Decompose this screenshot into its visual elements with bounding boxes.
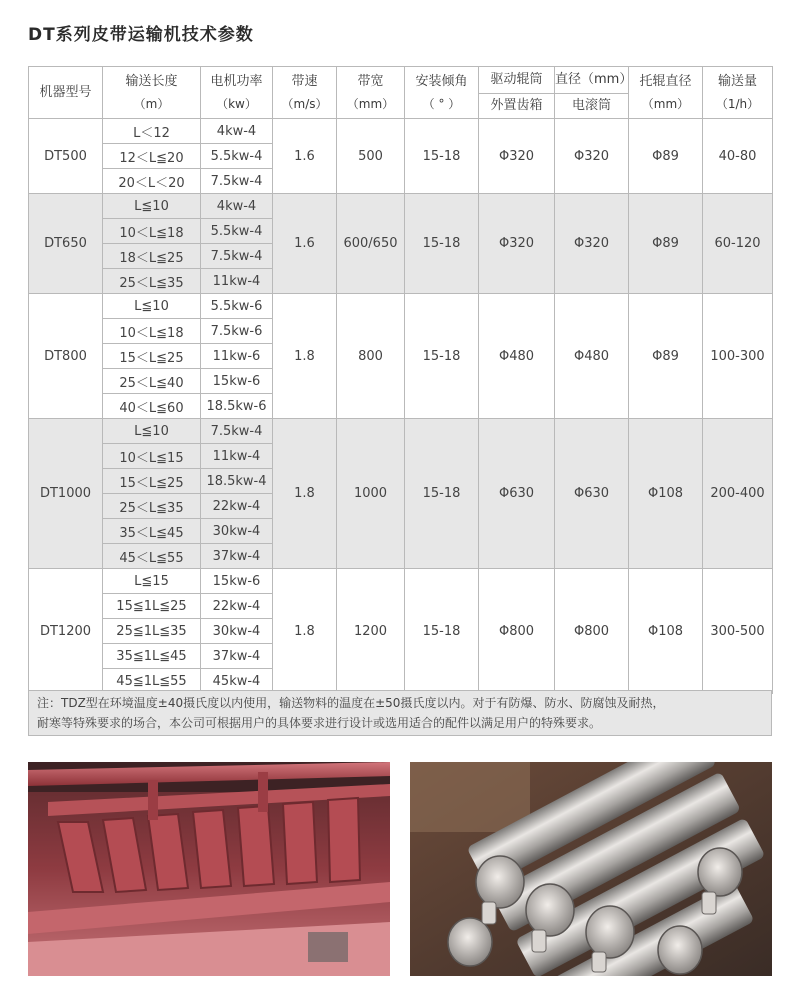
length-cell: 25＜L≦35 bbox=[103, 494, 201, 519]
power-cell: 4kw-4 bbox=[201, 194, 273, 219]
header-angle bbox=[405, 67, 479, 119]
electric-cell: Φ320 bbox=[555, 119, 629, 194]
power-cell: 4kw-4 bbox=[201, 119, 273, 144]
length-cell: 25≦1L≦35 bbox=[103, 619, 201, 644]
length-cell: L≦10 bbox=[103, 419, 201, 444]
angle-cell: 15-18 bbox=[405, 119, 479, 194]
group-dt1000 bbox=[29, 419, 773, 569]
angle-cell: 15-18 bbox=[405, 294, 479, 419]
width-cell: 500 bbox=[337, 119, 405, 194]
length-cell: 25＜L≦35 bbox=[103, 269, 201, 294]
length-cell: 40＜L≦60 bbox=[103, 394, 201, 419]
drive-cell: Φ630 bbox=[479, 419, 555, 569]
length-cell: L≦15 bbox=[103, 569, 201, 594]
header-width-label: 带宽 bbox=[357, 73, 384, 89]
length-cell: L≦10 bbox=[103, 194, 201, 219]
table-row bbox=[29, 419, 773, 444]
power-cell: 18.5kw-6 bbox=[201, 394, 273, 419]
drive-cell: Φ480 bbox=[479, 294, 555, 419]
header-drive-sub: 外置齿箱 bbox=[479, 94, 555, 119]
header-length-unit: （m） bbox=[133, 96, 170, 111]
spec-table bbox=[28, 66, 773, 694]
group-dt500 bbox=[29, 119, 773, 194]
model-cell: DT500 bbox=[29, 119, 103, 194]
header-model: 机器型号 bbox=[29, 67, 103, 119]
header-length-label: 输送长度 bbox=[125, 73, 178, 89]
capacity-cell: 60-120 bbox=[703, 194, 773, 294]
footnote-line-2: 耐寒等特殊要求的场合，本公司可根据用户的具体要求进行设计或选用适合的配件以满足用户的特殊要求。 bbox=[37, 716, 602, 730]
power-cell: 11kw-4 bbox=[201, 444, 273, 469]
header-length bbox=[103, 67, 201, 119]
drive-cell: Φ800 bbox=[479, 569, 555, 694]
idler-cell: Φ108 bbox=[629, 419, 703, 569]
model-cell: DT1200 bbox=[29, 569, 103, 694]
length-cell: 45≦1L≦55 bbox=[103, 669, 201, 694]
capacity-cell: 300-500 bbox=[703, 569, 773, 694]
header-power-unit: （kw） bbox=[216, 96, 257, 111]
angle-cell: 15-18 bbox=[405, 569, 479, 694]
power-cell: 5.5kw-6 bbox=[201, 294, 273, 319]
width-cell: 1000 bbox=[337, 419, 405, 569]
angle-cell: 15-18 bbox=[405, 194, 479, 294]
header-speed-label: 带速 bbox=[291, 73, 318, 89]
power-cell: 7.5kw-6 bbox=[201, 319, 273, 344]
width-cell: 1200 bbox=[337, 569, 405, 694]
drive-cell: Φ320 bbox=[479, 119, 555, 194]
electric-cell: Φ800 bbox=[555, 569, 629, 694]
power-cell: 11kw-4 bbox=[201, 269, 273, 294]
header-capacity-label: 输送量 bbox=[717, 73, 757, 89]
length-cell: 35＜L≦45 bbox=[103, 519, 201, 544]
length-cell: 35≦1L≦45 bbox=[103, 644, 201, 669]
power-cell: 37kw-4 bbox=[201, 644, 273, 669]
length-cell: 10＜L≦15 bbox=[103, 444, 201, 469]
speed-cell: 1.8 bbox=[273, 294, 337, 419]
power-cell: 37kw-4 bbox=[201, 544, 273, 569]
drive-cell: Φ320 bbox=[479, 194, 555, 294]
power-cell: 7.5kw-4 bbox=[201, 244, 273, 269]
conveyor-frame-illustration bbox=[28, 762, 390, 976]
header-idler bbox=[629, 67, 703, 119]
length-cell: 10＜L≦18 bbox=[103, 219, 201, 244]
idler-cell: Φ89 bbox=[629, 294, 703, 419]
group-dt800 bbox=[29, 294, 773, 419]
speed-cell: 1.6 bbox=[273, 119, 337, 194]
power-cell: 22kw-4 bbox=[201, 494, 273, 519]
table-row bbox=[29, 569, 773, 594]
header-power-label: 电机功率 bbox=[210, 73, 263, 89]
group-dt1200 bbox=[29, 569, 773, 694]
idler-cell: Φ108 bbox=[629, 569, 703, 694]
idler-cell: Φ89 bbox=[629, 194, 703, 294]
power-cell: 5.5kw-4 bbox=[201, 219, 273, 244]
idler-cell: Φ89 bbox=[629, 119, 703, 194]
roller-illustration bbox=[410, 762, 772, 976]
group-dt650 bbox=[29, 194, 773, 294]
length-cell: 15＜L≦25 bbox=[103, 344, 201, 369]
header-speed-unit: （m/s） bbox=[281, 96, 328, 111]
length-cell: 20＜L＜20 bbox=[103, 169, 201, 194]
header-width-unit: （mm） bbox=[346, 96, 395, 111]
length-cell: 15＜L≦25 bbox=[103, 469, 201, 494]
table-row bbox=[29, 294, 773, 319]
power-cell: 22kw-4 bbox=[201, 594, 273, 619]
footnote bbox=[28, 690, 772, 736]
header-idler-label: 托辊直径 bbox=[639, 73, 692, 89]
header-capacity bbox=[703, 67, 773, 119]
header-speed bbox=[273, 67, 337, 119]
electric-cell: Φ630 bbox=[555, 419, 629, 569]
header-angle-unit: （ ° ） bbox=[422, 96, 461, 111]
power-cell: 18.5kw-4 bbox=[201, 469, 273, 494]
header-drive: 驱动辊筒 bbox=[479, 67, 555, 94]
power-cell: 30kw-4 bbox=[201, 519, 273, 544]
header-diameter: 直径（mm） bbox=[555, 67, 629, 94]
speed-cell: 1.6 bbox=[273, 194, 337, 294]
speed-cell: 1.8 bbox=[273, 419, 337, 569]
power-cell: 11kw-6 bbox=[201, 344, 273, 369]
length-cell: L≦10 bbox=[103, 294, 201, 319]
header-width bbox=[337, 67, 405, 119]
electric-cell: Φ480 bbox=[555, 294, 629, 419]
power-cell: 5.5kw-4 bbox=[201, 144, 273, 169]
power-cell: 7.5kw-4 bbox=[201, 169, 273, 194]
length-cell: L＜12 bbox=[103, 119, 201, 144]
header-diameter-sub: 电滚筒 bbox=[555, 94, 629, 119]
speed-cell: 1.8 bbox=[273, 569, 337, 694]
header-power bbox=[201, 67, 273, 119]
model-cell: DT800 bbox=[29, 294, 103, 419]
roller-photo bbox=[410, 762, 772, 976]
table-row bbox=[29, 119, 773, 144]
length-cell: 10＜L≦18 bbox=[103, 319, 201, 344]
conveyor-frame-photo bbox=[28, 762, 390, 976]
header-angle-label: 安装倾角 bbox=[415, 73, 468, 89]
width-cell: 800 bbox=[337, 294, 405, 419]
header-capacity-unit: （1/h） bbox=[715, 96, 760, 111]
capacity-cell: 40-80 bbox=[703, 119, 773, 194]
capacity-cell: 100-300 bbox=[703, 294, 773, 419]
footnote-line-1: 注：TDZ型在环境温度±40摄氏度以内使用，输送物料的温度在±50摄氏度以内。对于有防爆、防水、防腐蚀及耐热， bbox=[37, 696, 665, 710]
power-cell: 45kw-4 bbox=[201, 669, 273, 694]
length-cell: 15≦1L≦25 bbox=[103, 594, 201, 619]
model-cell: DT1000 bbox=[29, 419, 103, 569]
table-row bbox=[29, 194, 773, 219]
length-cell: 12＜L≦20 bbox=[103, 144, 201, 169]
width-cell: 600/650 bbox=[337, 194, 405, 294]
power-cell: 15kw-6 bbox=[201, 569, 273, 594]
angle-cell: 15-18 bbox=[405, 419, 479, 569]
header-idler-unit: （mm） bbox=[641, 96, 690, 111]
length-cell: 18＜L≦25 bbox=[103, 244, 201, 269]
power-cell: 7.5kw-4 bbox=[201, 419, 273, 444]
page-title: DT系列皮带运输机技术参数 bbox=[28, 25, 254, 45]
model-cell: DT650 bbox=[29, 194, 103, 294]
capacity-cell: 200-400 bbox=[703, 419, 773, 569]
power-cell: 15kw-6 bbox=[201, 369, 273, 394]
length-cell: 25＜L≦40 bbox=[103, 369, 201, 394]
power-cell: 30kw-4 bbox=[201, 619, 273, 644]
length-cell: 45＜L≦55 bbox=[103, 544, 201, 569]
electric-cell: Φ320 bbox=[555, 194, 629, 294]
